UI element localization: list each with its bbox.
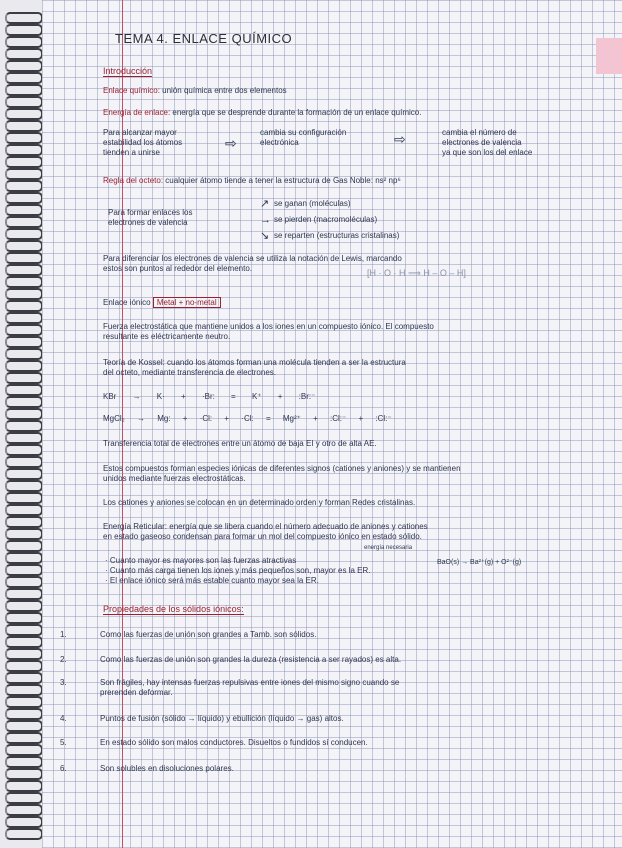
text-line: cambia su configuración [260,128,347,137]
list-item [60,714,344,724]
reaction-token: + [277,392,299,401]
text-line: estabilidad los átomos [103,138,183,147]
spiral-loop [5,48,43,60]
list-item [60,630,316,640]
list-item [60,655,401,665]
item-number: 2. [60,655,67,664]
spiral-loop [5,420,43,432]
spiral-loop [5,552,43,564]
spiral-loop [5,72,43,84]
item-text [100,714,344,724]
enlace-ionico-line [103,298,221,308]
term: Enlace químico: [103,86,160,95]
bullet-line: · Cuanto más carga tienen los iones y más pequeños son, mayor es la ER. [105,566,371,575]
text-line: electrones de valencia [108,218,188,227]
spiral-loop [5,168,43,180]
definition: cualquier átomo tiende a tener la estructura de Gas Noble: [165,176,373,185]
term: Regla del octeto: [103,176,164,185]
spiral-loop [5,600,43,612]
spiral-loop [5,300,43,312]
reaction-kbr [103,392,315,402]
spiral-loop [5,12,43,24]
metal-nometal-box: Metal + no-metal [153,297,221,308]
reaction-token: + [181,392,202,401]
spiral-loop [5,672,43,684]
page-title: TEMA 4. ENLACE QUÍMICO [115,31,293,46]
item-text [100,764,234,774]
stability-col2 [260,128,346,148]
text-line: Puntos de fusión (sólido → líquido) y ebullición (líquido → gas) altos. [100,714,344,723]
spiral-loop [5,684,43,696]
text-line: Son solubles en disoluciones polares. [100,764,234,773]
spiral-loop [5,648,43,660]
reaction-token: ·Br: [201,392,232,401]
lewis-diagram: [H · O · H ⟹ H – O – H] [367,268,466,278]
definition: energía que se desprende durante la formación de un enlace químico. [172,108,422,117]
option-line: se pierden (macromoléculas) [274,215,378,224]
item-number: 3. [60,678,67,687]
reaction-token: MgCl₂ [103,414,137,423]
reaction-token: + [224,414,242,423]
spiral-loop [5,708,43,720]
spiral-loop [5,96,43,108]
text-line: Como las fuerzas de unión son grandes la dureza (resistencia a ser rayados) es alta. [100,655,402,664]
redes-text: Los cationes y aniones se colocan en un determinado orden y forman Redes cristalinas. [103,498,416,507]
spiral-loop [5,432,43,444]
spiral-loop [5,492,43,504]
spiral-loop [5,60,43,72]
spiral-loop [5,540,43,552]
reaction-token: K· [156,392,182,401]
text-line: electrones de valencia [442,138,522,147]
reaction-token: = [265,414,283,423]
reaction-token: → [137,414,158,423]
option-line: se ganan (moléculas) [274,199,351,208]
kossel-text [103,358,406,378]
stability-col1 [103,128,182,158]
reaction-token: Mg²⁺ [282,414,314,423]
transferencia-text: Transferencia total de electrones entre un átomo de baja EI y otro de alta AE. [103,439,377,448]
spiral-loop [5,372,43,384]
intro-heading: Introducción [103,66,153,76]
reaction-token: = [231,392,252,401]
spiral-loop [5,120,43,132]
enlace-quimico-line [103,86,287,96]
spiral-loop [5,816,43,828]
spiral-loop [5,636,43,648]
reaction-token: → [132,392,157,401]
spiral-loop [5,696,43,708]
spiral-loop [5,132,43,144]
reaction-token: Mg: [157,414,183,423]
spiral-loop [5,204,43,216]
reaction-token: + [313,414,330,423]
spiral-loop [5,744,43,756]
item-text [100,630,316,640]
spiral-loop [5,408,43,420]
option-line: se reparten (estructuras cristalinas) [274,231,400,240]
list-item [60,678,399,698]
spiral-loop [5,216,43,228]
definition: unión química entre dos elementos [162,86,287,95]
bullets-formula: BaO(s) → Ba²⁺(g) + O²⁻(g) [437,559,522,566]
valencia-left [108,208,192,228]
spiral-loop [5,624,43,636]
propiedades-heading: Propiedades de los sólidos iónicos: [103,604,244,614]
text-line: Para diferenciar los electrones de valencia se utiliza la notación de Lewis, marcando [103,254,402,263]
term: Energía de enlace: [103,108,171,117]
brace-arrows: ↗ → ↘ [260,198,271,242]
arrow-right-icon: ⇨ [225,135,237,151]
text-line: resultante es eléctricamente neutro. [103,332,231,341]
spiral-loop [5,516,43,528]
octeto-line [103,176,401,186]
spiral-loop [5,792,43,804]
text-line: Para formar enlaces los [108,208,193,217]
spiral-loop [5,36,43,48]
text-line: del octeto, mediante transferencia de electrones. [103,368,276,377]
text-line: Son frágiles, hay intensas fuerzas repulsivas entre iones del mismo signo cuando se [100,678,400,687]
spiral-loop [5,336,43,348]
text-line: Para alcanzar mayor [103,128,177,137]
reaction-mgcl2 [103,414,392,424]
spiral-binding [0,0,44,848]
er-bullets [105,556,370,586]
bullet-line: · Cuanto mayor es mayores son las fuerzas atractivas [105,556,297,565]
reaction-token: ·Cl: [199,414,225,423]
spiral-loop [5,396,43,408]
reaction-token: ·Cl: [241,414,266,423]
item-text [100,678,399,698]
list-item [60,764,234,774]
text-line: Energía Reticular: energía que se libera cuando el número adecuado de aniones y cationes [103,522,428,531]
spiral-loop [5,444,43,456]
reaction-token: KBr [103,392,133,401]
spiral-loop [5,288,43,300]
spiral-loop [5,588,43,600]
spiral-loop [5,528,43,540]
text-line: prerenden deformar. [100,688,173,697]
spiral-loop [5,768,43,780]
text-line: En estado sólido son malos conductores. Disueltos o fundidos sí conducen. [100,738,368,747]
fuerza-text [103,322,434,342]
arrow-right-icon: ⇨ [394,131,406,147]
spiral-loop [5,468,43,480]
energia-enlace-line [103,108,421,118]
spiral-loop [5,312,43,324]
spiral-loop [5,504,43,516]
text-line: Fuerza electrostática que mantiene unidos a los iones en un compuesto iónico. El compuesto [103,322,434,331]
text-line: unidos mediante fuerzas electrostáticas. [103,474,246,483]
notebook-page [42,0,622,848]
lewis-text [103,254,402,274]
formula: ns² np⁶ [375,176,401,185]
spiral-loop [5,828,43,840]
spiral-loop [5,192,43,204]
reaction-token: :Cl:⁻ [330,414,359,423]
text-line: en estado gaseoso condensan para formar un mol del compuesto iónico en estado sólido. [103,532,422,541]
reaction-token: + [358,414,376,423]
page-tab-marker [596,38,622,74]
spiral-loop [5,24,43,36]
especies-text [103,464,461,484]
stability-col3 [442,128,532,158]
spiral-loop [5,720,43,732]
text-line: Como las fuerzas de unión son grandes a Tamb. son sólidos. [100,630,317,639]
text-line: ya que son los del enlace [442,148,533,157]
text-line: estos son puntos al rededor del elemento. [103,264,252,273]
text-line: Estos compuestos forman especies iónicas de diferentes signos (cationes y aniones) y se mantienen [103,464,461,473]
text-line: cambia el número de [442,128,517,137]
item-number: 5. [60,738,67,747]
spiral-loop [5,156,43,168]
item-number: 4. [60,714,67,723]
reaction-token: :Br:⁻ [298,392,316,401]
text-line: Teoría de Kossel: cuando los átomos forman una molécula tienden a ser la estructura [103,358,406,367]
spiral-loop [5,276,43,288]
spiral-loop [5,240,43,252]
spiral-loop [5,252,43,264]
spiral-loop [5,144,43,156]
spiral-loop [5,756,43,768]
text-line: electrónica [260,138,299,147]
text-line: tienden a unirse [103,148,160,157]
spiral-loop [5,360,43,372]
valencia-options [274,196,399,244]
spiral-loop [5,732,43,744]
label: Enlace iónico [103,298,151,307]
list-item [60,738,368,748]
reaction-token: K⁺ [251,392,278,401]
item-text [100,738,368,748]
reaction-token: :Cl:⁻ [375,414,392,423]
spiral-loop [5,84,43,96]
spiral-loop [5,108,43,120]
spiral-loop [5,228,43,240]
item-text [100,655,401,665]
spiral-loop [5,480,43,492]
spiral-loop [5,780,43,792]
reticular-text [103,522,428,542]
bullet-line: · El enlace iónico será más estable cuanto mayor sea la ER. [105,576,319,585]
spiral-loop [5,612,43,624]
spiral-loop [5,384,43,396]
item-number: 6. [60,764,67,773]
spiral-loop [5,564,43,576]
spiral-loop [5,660,43,672]
bullets-note: energía necesaria [364,545,413,551]
spiral-loop [5,264,43,276]
spiral-loop [5,456,43,468]
reaction-token: + [182,414,200,423]
spiral-loop [5,804,43,816]
spiral-loop [5,324,43,336]
spiral-loop [5,180,43,192]
spiral-loop [5,348,43,360]
item-number: 1. [60,630,67,639]
spiral-loop [5,576,43,588]
